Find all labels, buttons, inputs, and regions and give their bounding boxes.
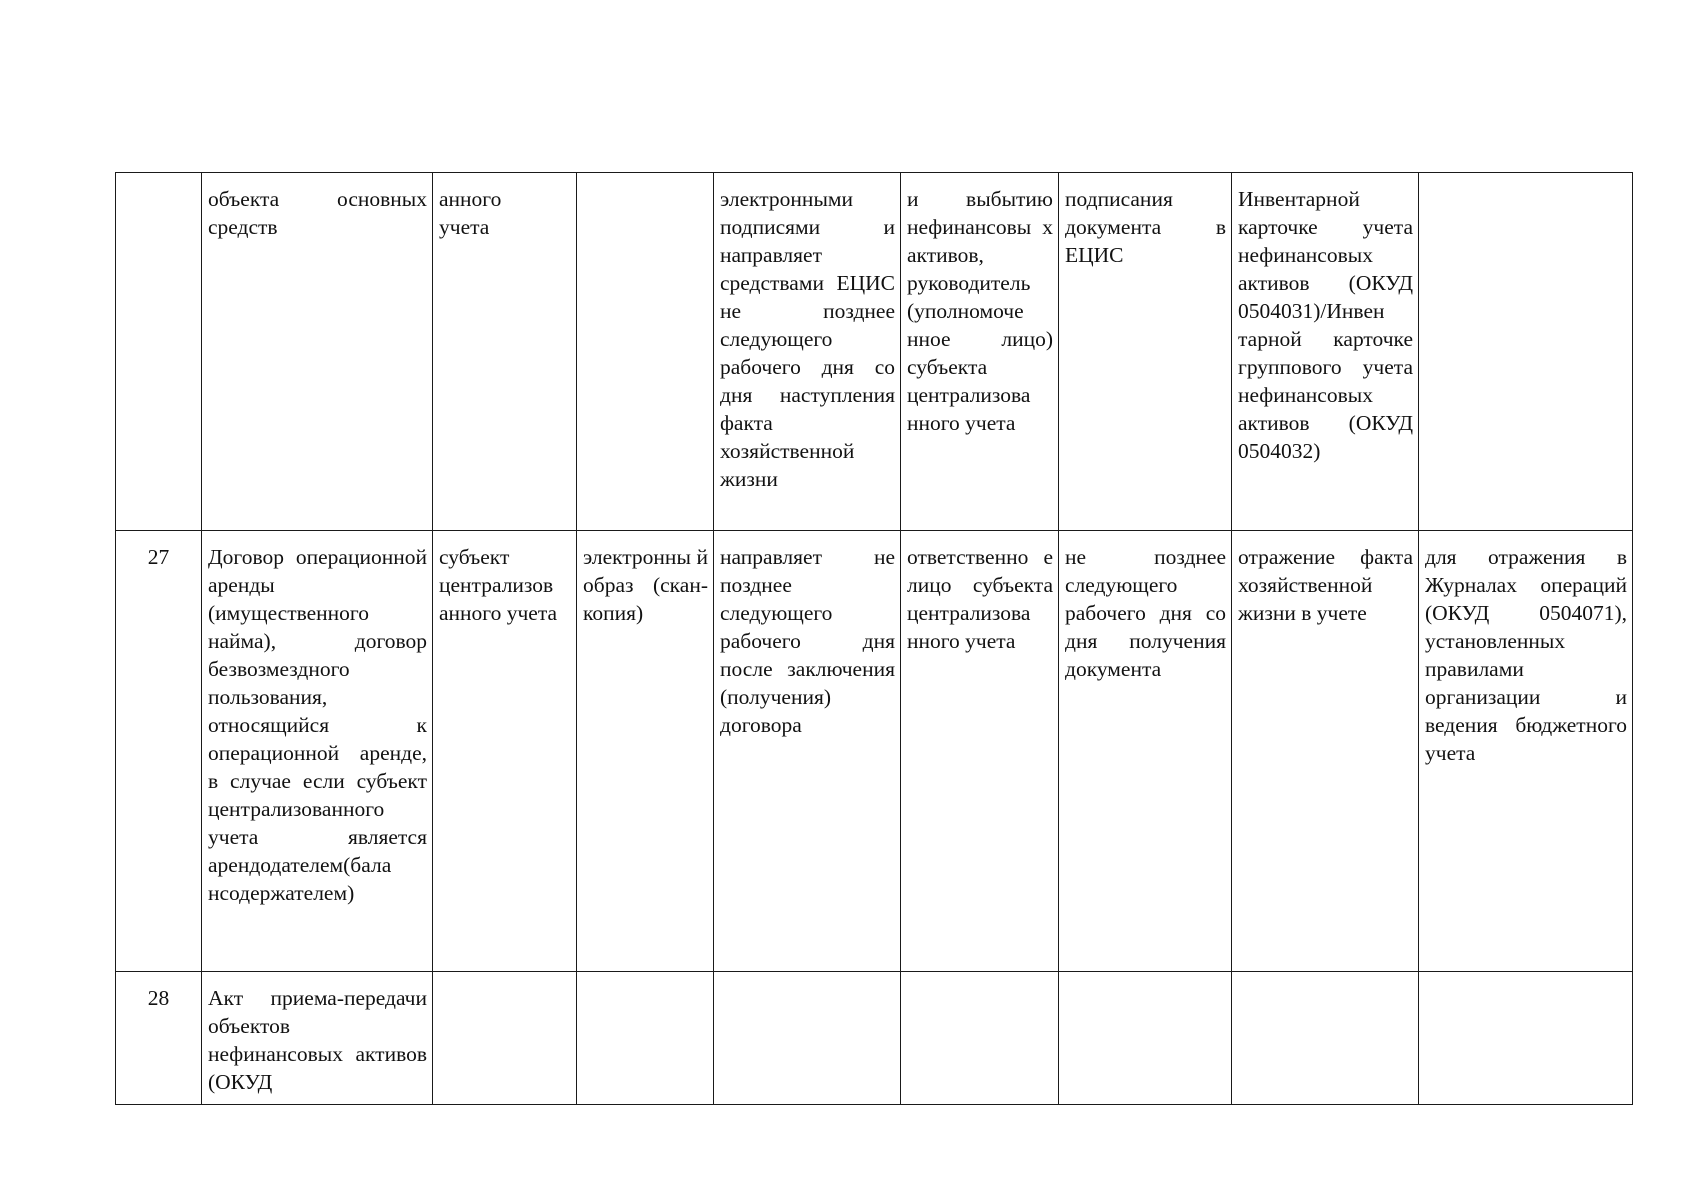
table-row: [116, 173, 1633, 531]
registers-cell: [1419, 173, 1633, 531]
document-name-text: объекта основных средств: [208, 187, 427, 239]
deadline-cell: [1059, 531, 1232, 972]
purpose-cell: [1232, 972, 1419, 1105]
creator-cell: [433, 531, 577, 972]
document-name-cell: [202, 531, 433, 972]
document-name-text: Договор операционной аренды (имущественного найма), договор безвозмездного пользования, относящийся к операционной аренде, в случае если субъект централизованного учета является арендодателем(бала нсодержателем): [208, 545, 427, 905]
document-name-cell: [202, 972, 433, 1105]
document-name-text: Акт приема-передачи объектов нефинансовых активов (ОКУД: [208, 986, 427, 1094]
responsible-text: и выбытию нефинансовы х активов, руководитель (уполномоче нное лицо) субъекта централизова нного учета: [907, 187, 1053, 435]
format-text: электронны й образ (скан-копия): [583, 545, 708, 625]
responsible-cell: [901, 531, 1059, 972]
procedure-text: электронными подписями и направляет средствами ЕЦИС не позднее следующего рабочего дня со дня наступления факта хозяйственной жизни: [720, 187, 895, 491]
format-cell: [577, 972, 714, 1105]
procedure-text: направляет не позднее следующего рабочего дня после заключения (получения) договора: [720, 545, 895, 737]
procedure-cell: [714, 972, 901, 1105]
registers-cell: [1419, 531, 1633, 972]
row-number: 28: [116, 972, 202, 1105]
purpose-cell: [1232, 173, 1419, 531]
creator-text: субъект централизов анного учета: [439, 545, 558, 625]
deadline-cell: [1059, 173, 1232, 531]
procedure-cell: [714, 173, 901, 531]
table-row: [116, 531, 1633, 972]
creator-text: анного учета: [439, 187, 502, 239]
purpose-cell: [1232, 531, 1419, 972]
responsible-text: ответственно е лицо субъекта централизова нного учета: [907, 545, 1053, 653]
row-number: [116, 173, 202, 531]
format-cell: [577, 173, 714, 531]
purpose-text: отражение факта хозяйственной жизни в учете: [1238, 545, 1413, 625]
registers-text: для отражения в Журналах операций (ОКУД 0504071), установленных правилами организации и ведения бюджетного учета: [1425, 545, 1627, 765]
creator-cell: [433, 173, 577, 531]
procedure-cell: [714, 531, 901, 972]
purpose-text: Инвентарной карточке учета нефинансовых активов (ОКУД 0504031)/Инвен тарной карточке группового учета нефинансовых активов (ОКУД 0504032): [1238, 187, 1413, 463]
format-cell: [577, 531, 714, 972]
deadline-text: не позднее следующего рабочего дня со дня получения документа: [1065, 545, 1226, 681]
deadline-text: подписания документа в ЕЦИС: [1065, 187, 1226, 267]
responsible-cell: [901, 173, 1059, 531]
creator-cell: [433, 972, 577, 1105]
table-row: [116, 972, 1633, 1105]
registers-cell: [1419, 972, 1633, 1105]
responsible-cell: [901, 972, 1059, 1105]
document-name-cell: [202, 173, 433, 531]
deadline-cell: [1059, 972, 1232, 1105]
document-table: [115, 172, 1633, 1105]
row-number: 27: [116, 531, 202, 972]
